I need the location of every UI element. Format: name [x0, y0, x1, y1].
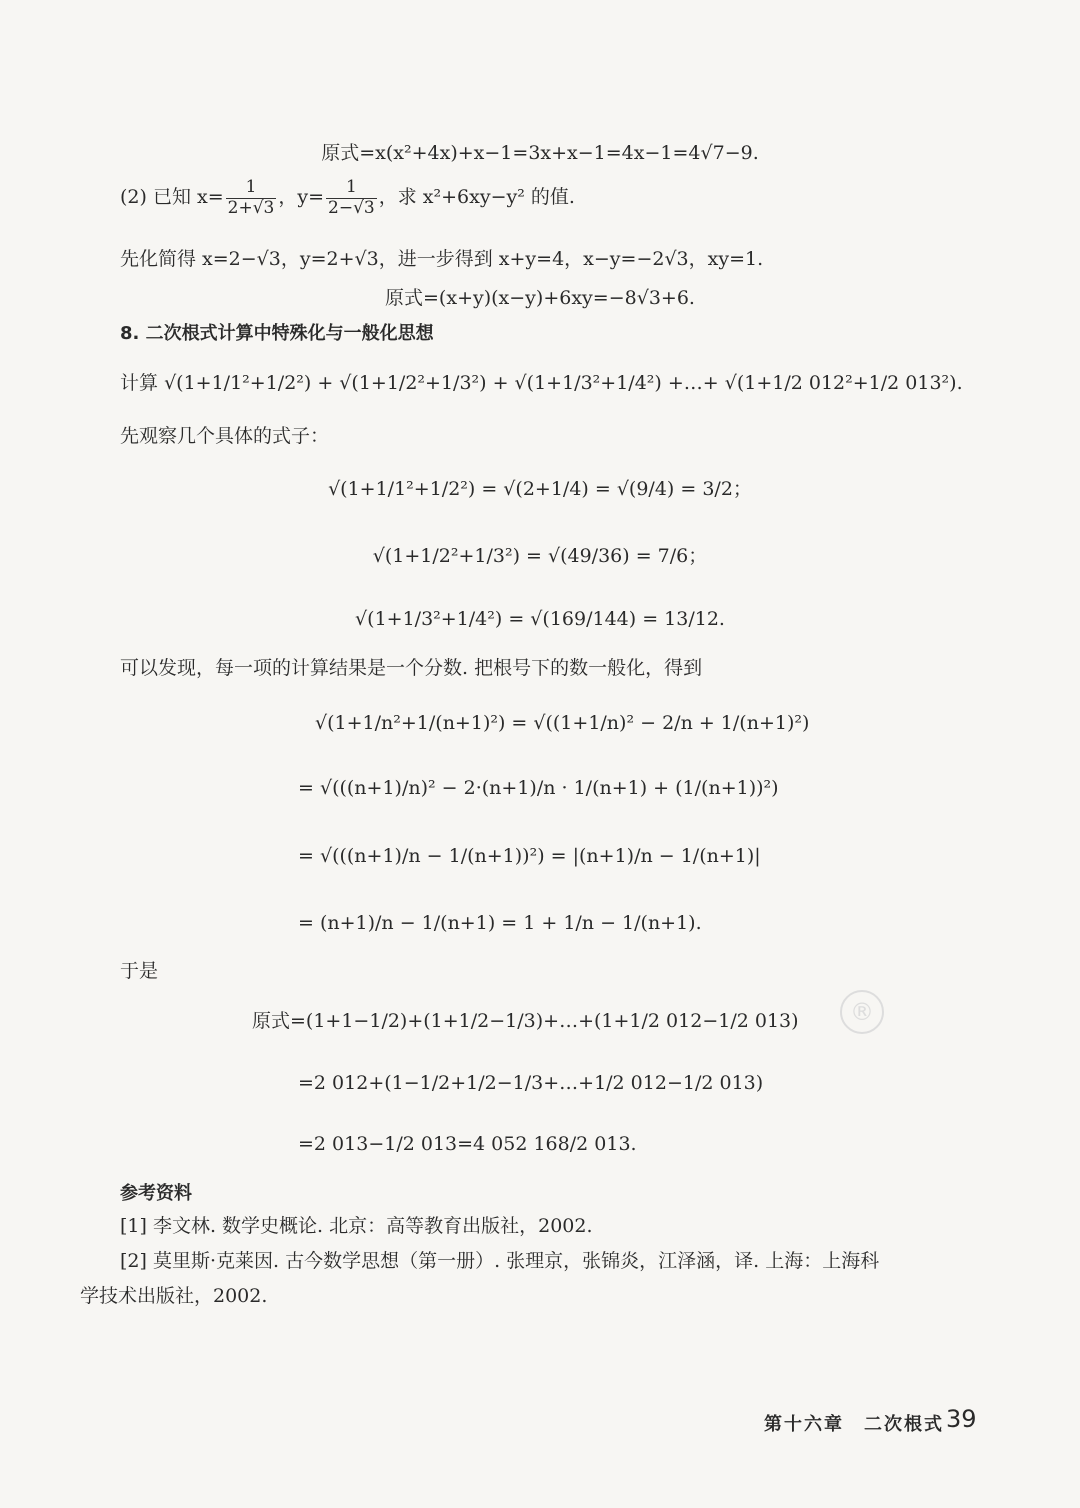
- yushi-line: 于是: [120, 960, 159, 982]
- calc-line: 计算 √(1+1/1²+1/2²) + √(1+1/2²+1/3²) + √(1+1/3²+1/4²) +…+ √(1+1/2 012²+1/2 013²).: [120, 372, 963, 394]
- result-step-3: =2 013−1/2 013=4 052 168/2 013.: [298, 1133, 637, 1155]
- example-1: √(1+1/1²+1/2²) = √(2+1/4) = √(9/4) = 3/2；: [328, 478, 752, 500]
- calc-expression: √(1+1/1²+1/2²) + √(1+1/2²+1/3²) + √(1+1/3²+1/4²) +…+ √(1+1/2 012²+1/2 013²).: [164, 372, 963, 394]
- observe-line: 先观察几个具体的式子：: [120, 425, 330, 447]
- general-step-4: = (n+1)/n − 1/(n+1) = 1 + 1/n − 1/(n+1).: [298, 912, 702, 934]
- registered-watermark-icon: ®: [840, 990, 884, 1034]
- problem-2: (2) 已知 x= $\frac{1}{2+√3}$ ，y= $\frac{1}{2-√3}$ ，求 x²+6xy−y² 的值.: [120, 177, 575, 218]
- reference-2b: 学技术出版社，2002.: [80, 1285, 268, 1307]
- reference-1: [1] 李文林. 数学史概论. 北京：高等教育出版社，2002.: [120, 1215, 593, 1237]
- eq-result: 原式=(x+y)(x−y)+6xy=−8√3+6.: [385, 287, 695, 309]
- general-step-3: = √(((n+1)/n − 1/(n+1))²) = |(n+1)/n − 1/(n+1)|: [298, 845, 761, 867]
- reference-2a: [2] 莫里斯·克莱因. 古今数学思想（第一册）. 张理京，张锦炎，江泽涵，译. 上海：上海科: [120, 1250, 880, 1272]
- page-number: 39: [946, 1405, 977, 1433]
- references-title: 参考资料: [120, 1183, 192, 1204]
- general-step-2: = √(((n+1)/n)² − 2·(n+1)/n · 1/(n+1) + (1/(n+1))²): [298, 777, 779, 799]
- simplify-line: 先化简得 x=2−√3，y=2+√3，进一步得到 x+y=4，x−y=−2√3，xy=1.: [120, 248, 764, 270]
- frac-y: $\frac{1}{2-√3}$: [328, 177, 375, 218]
- eq-original-expression: 原式=x(x²+4x)+x−1=3x+x−1=4x−1=4√7−9.: [321, 142, 759, 164]
- footer-chapter: 第十六章 二次根式: [764, 1414, 944, 1435]
- result-step-1: 原式=(1+1−1/2)+(1+1/2−1/3)+…+(1+1/2 012−1/2 013): [252, 1010, 799, 1032]
- example-3: √(1+1/3²+1/4²) = √(169/144) = 13/12.: [355, 608, 725, 630]
- section-8-title: 8. 二次根式计算中特殊化与一般化思想: [120, 323, 434, 344]
- discover-line: 可以发现，每一项的计算结果是一个分数. 把根号下的数一般化，得到: [120, 657, 703, 679]
- example-2: √(1+1/2²+1/3²) = √(49/36) = 7/6；: [372, 545, 708, 567]
- result-step-2: =2 012+(1−1/2+1/2−1/3+…+1/2 012−1/2 013): [298, 1072, 764, 1094]
- general-step-1: √(1+1/n²+1/(n+1)²) = √((1+1/n)² − 2/n + 1/(n+1)²): [315, 712, 810, 734]
- frac-x: $\frac{1}{2+√3}$: [227, 177, 275, 218]
